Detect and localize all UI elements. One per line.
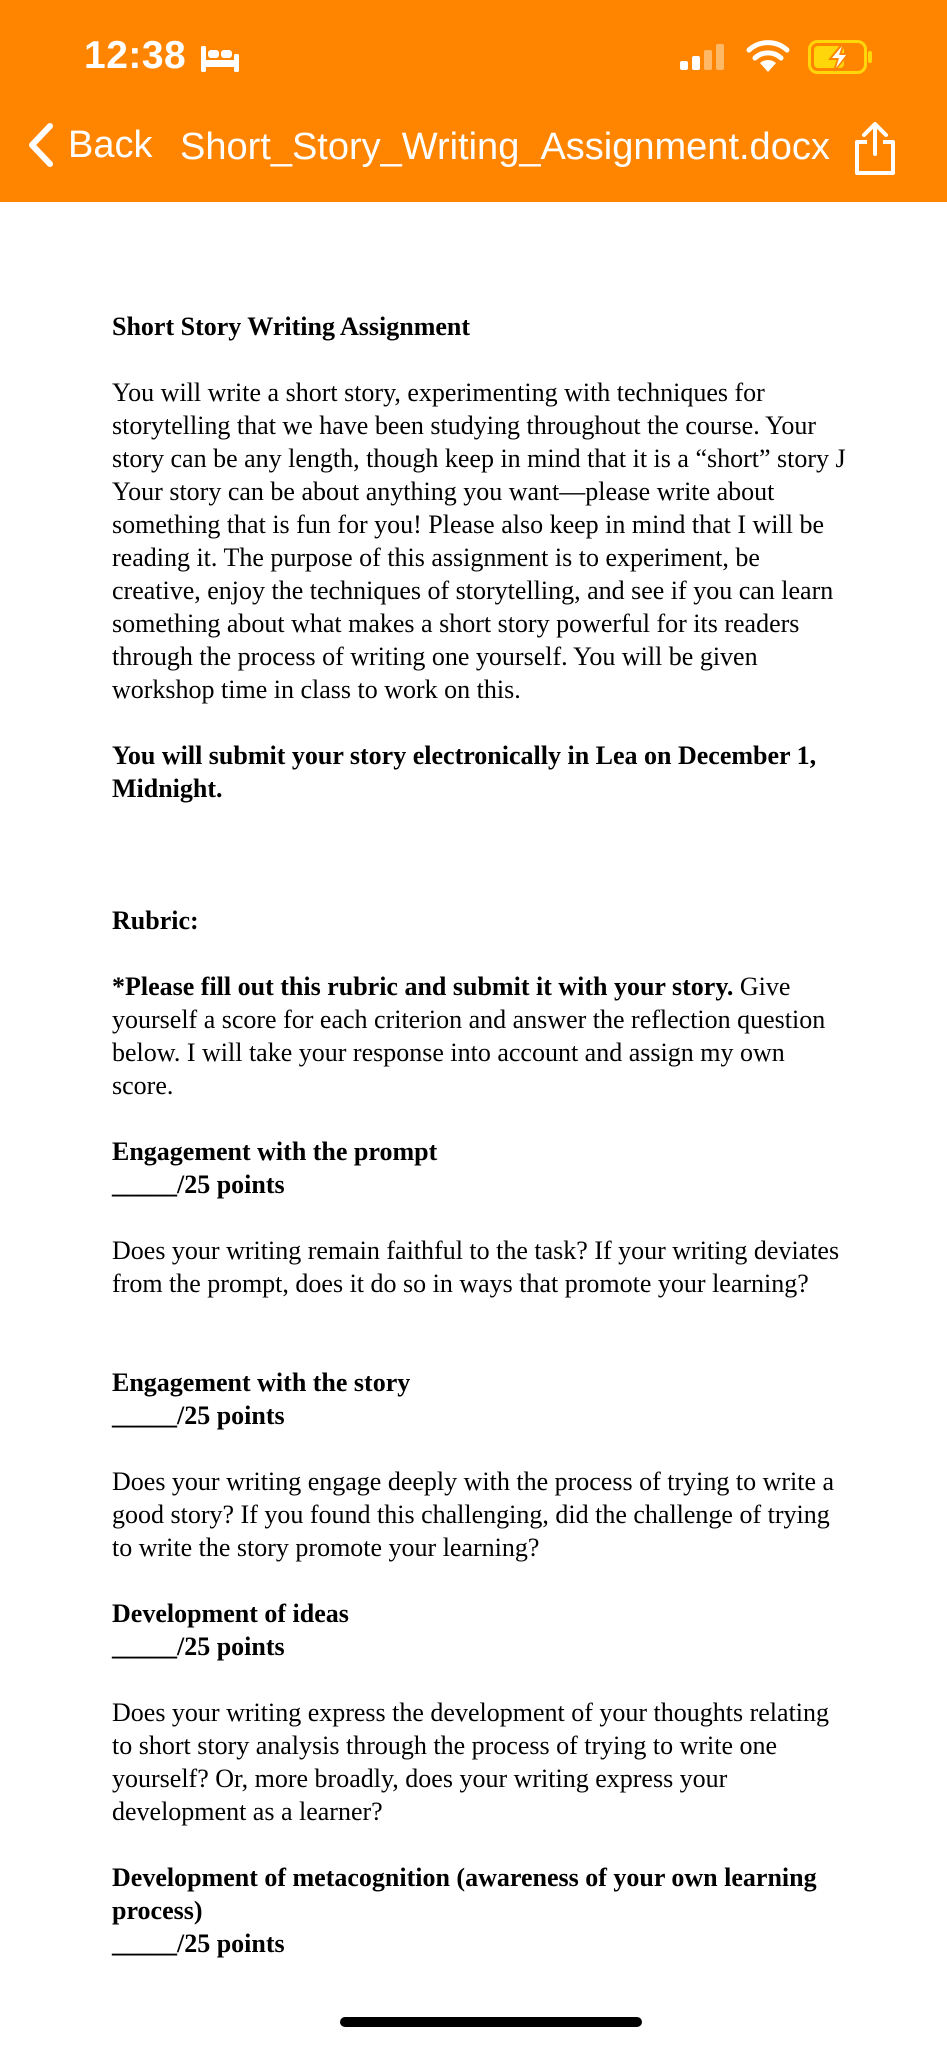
share-icon[interactable]: [852, 122, 898, 176]
status-time: 12:38: [84, 34, 187, 77]
back-label: Back: [68, 123, 153, 166]
criterion-points: _____/25 points: [112, 1632, 285, 1661]
criterion-title: Engagement with the story: [112, 1368, 411, 1397]
back-button[interactable]: [24, 122, 152, 168]
chevron-left-icon: [24, 122, 58, 168]
criterion-points: _____/25 points: [112, 1929, 285, 1958]
submission-note: You will submit your story electronically in Lea on December 1, Midnight.: [112, 741, 817, 803]
document-body: [112, 300, 852, 1960]
criterion-description: Does your writing express the development of your thoughts relating to short story analysis through the process of trying to write one yourself? Or, more broadly, does your writing express your development as a learner?: [112, 1698, 830, 1826]
rubric-note-text: Give yourself a score for each criterion and answer the reflection question below. I will take your response into account and assign my own score.: [112, 972, 826, 1100]
criterion-title: Development of ideas: [112, 1599, 349, 1628]
assignment-heading: Short Story Writing Assignment: [112, 312, 471, 341]
rubric-note-bold: *Please fill out this rubric and submit it with your story.: [112, 972, 734, 1001]
bed-icon: [200, 44, 240, 74]
wifi-icon: [746, 38, 790, 72]
document-title: Short_Story_Writing_Assignment.docx: [180, 126, 830, 168]
signal-icon: [680, 44, 730, 70]
criterion-title: Development of metacognition (awareness of your own learning process): [112, 1863, 817, 1925]
criterion-title: Engagement with the prompt: [112, 1137, 438, 1166]
criterion-points: _____/25 points: [112, 1401, 285, 1430]
battery-charging-icon: [808, 40, 874, 74]
rubric-heading: Rubric:: [112, 906, 199, 935]
criterion-description: Does your writing remain faithful to the task? If your writing deviates from the prompt, does it do so in ways that promote your learning?: [112, 1236, 840, 1298]
criterion-description: Does your writing engage deeply with the process of trying to write a good story? If you found this challenging, did the challenge of trying to write the story promote your learning?: [112, 1467, 835, 1562]
rubric-instructions: [112, 970, 852, 1102]
app-header: [0, 0, 947, 202]
intro-paragraph: You will write a short story, experimenting with techniques for storytelling that we have been studying throughout the course. Your story can be any length, though keep in mind that it is a “short” story J Your story can be about anything you want—please write about something that is fun for you! Please also keep in mind that I will be reading it. The purpose of this assignment is to experiment, be creative, enjoy the techniques of storytelling, and see if you can learn something about what makes a short story powerful for its readers through the process of writing one yourself. You will be given workshop time in class to work on this.: [112, 378, 846, 704]
home-indicator[interactable]: [340, 2017, 642, 2027]
criterion-points: _____/25 points: [112, 1170, 285, 1199]
